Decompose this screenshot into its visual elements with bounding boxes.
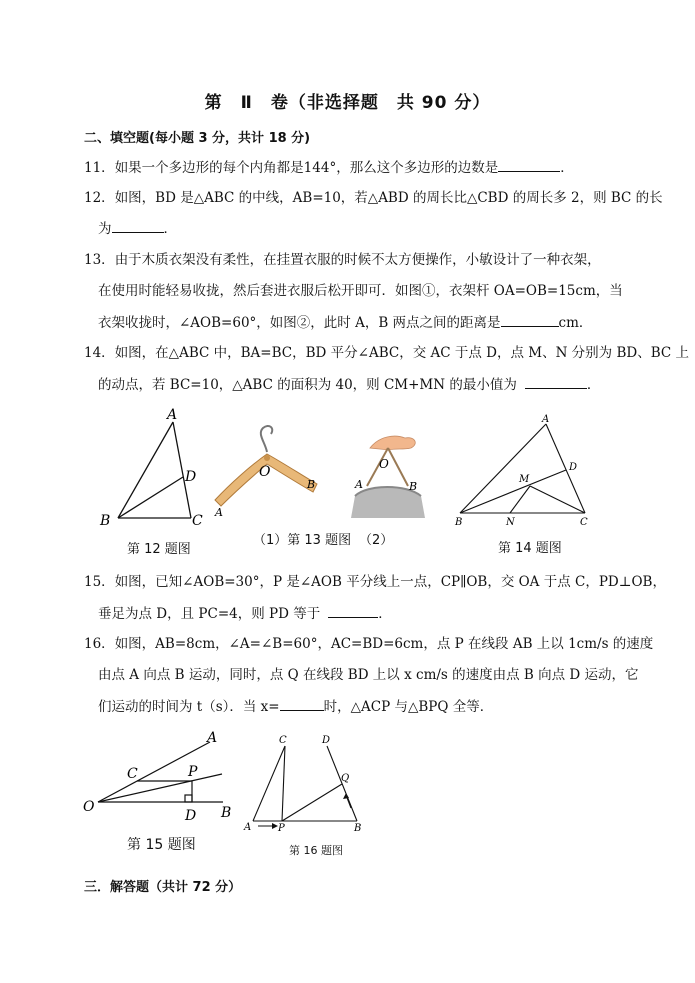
question-text-end: cm． — [558, 315, 593, 331]
question-number: 16． — [84, 636, 115, 652]
question-number: 11． — [84, 160, 115, 176]
question-11 — [84, 157, 574, 178]
question-13-line2: 在使用时能轻易收拢，然后套进衣服后松开即可．如图①，衣架杆 OA=OB=15cm，当 — [98, 283, 623, 299]
question-15-line2 — [98, 603, 392, 624]
fig15-label-P: P — [188, 764, 198, 780]
figure-16 — [240, 730, 370, 835]
fig16-label-P: P — [278, 823, 285, 834]
section-heading-answer: 三．解答题（共计 72 分） — [84, 880, 242, 895]
question-text: 如图，AB=8cm，∠A=∠B=60°，AC=BD=6cm，点 P 在线段 AB 上以 1cm/s 的速度 — [114, 636, 654, 652]
question-text: 衣架收拢时，∠AOB=60°，如图②，此时 A，B 两点之间的距离是 — [98, 315, 501, 331]
hanger-hook-icon — [261, 426, 272, 452]
fig14-label-C: C — [580, 517, 588, 528]
question-12 — [84, 188, 663, 208]
fig15-label-B: B — [221, 805, 232, 821]
answer-blank[interactable] — [328, 603, 378, 618]
question-text-end: ． — [378, 606, 392, 622]
fig14-label-N: N — [506, 517, 515, 528]
fig15-label-D: D — [185, 808, 197, 824]
question-number: 13． — [84, 252, 115, 268]
question-14 — [84, 343, 689, 363]
fig16-label-A: A — [244, 822, 252, 833]
question-text-end: 时，△ACP 与△BPQ 全等． — [323, 699, 494, 715]
question-number: 14． — [84, 345, 115, 361]
caption-fig13-2: （2） — [359, 533, 394, 548]
fig14-label-A: A — [542, 414, 550, 425]
figure-15 — [80, 728, 240, 824]
fig13b-label-B: B — [409, 480, 418, 493]
question-text: 们运动的时间为 t（s）．当 x= — [98, 699, 280, 715]
caption-fig14: 第 14 题图 — [498, 541, 562, 556]
question-text-end: ． — [163, 221, 177, 237]
fig12-label-C: C — [192, 513, 203, 529]
fig12-label-D: D — [185, 469, 197, 485]
caption-fig15: 第 15 题图 — [127, 837, 196, 853]
fig13b-label-O: O — [379, 457, 389, 471]
answer-blank[interactable] — [501, 312, 559, 327]
caption-fig16: 第 16 题图 — [289, 844, 343, 857]
question-14-line2 — [98, 374, 600, 395]
figure-12 — [90, 404, 220, 529]
question-text: 如图，在△ABC 中，BA=BC，BD 平分∠ABC，交 AC 于点 D，点 M、N 分别为 BD、BC 上 — [114, 345, 690, 361]
section-title: 第 Ⅱ 卷（非选择题 共 90 分） — [204, 93, 491, 113]
fig16-label-C: C — [279, 735, 287, 746]
caption-fig13-1: （1）第 13 题图 — [253, 533, 352, 548]
hanger-body-icon — [215, 454, 317, 506]
section-heading-fill-blank: 二、填空题(每小题 3 分，共计 18 分) — [84, 131, 311, 146]
fig13a-label-B: B — [307, 478, 316, 491]
answer-blank[interactable] — [498, 157, 560, 172]
question-16-line2: 由点 A 向点 B 运动，同时，点 Q 在线段 BD 上以 x cm/s 的速度由点 B 向点 D 运动，它 — [98, 667, 639, 683]
fig16-label-D: D — [322, 735, 331, 746]
fig14-label-B: B — [455, 517, 463, 528]
fig13a-label-A: A — [215, 506, 223, 519]
question-text: 垂足为点 D，且 PC=4，则 PD 等于 — [98, 606, 321, 622]
question-12-cont — [98, 218, 177, 239]
question-16 — [84, 634, 653, 654]
question-16-line3 — [98, 696, 493, 717]
answer-blank[interactable] — [525, 374, 587, 389]
fig12-label-B: B — [100, 513, 111, 529]
hand-icon — [370, 436, 415, 450]
question-text: 如图，BD 是△ABC 的中线，AB=10，若△ABD 的周长比△CBD 的周长多 2，则 BC 的长 — [114, 190, 663, 206]
question-text: 如果一个多边形的每个内角都是144°，那么这个多边形的边数是 — [114, 160, 499, 176]
question-text: 如图，已知∠AOB=30°，P 是∠AOB 平分线上一点，CP∥OB，交 OA 于点 C，PD⊥OB， — [114, 574, 666, 590]
fig12-label-A: A — [167, 407, 178, 423]
fig16-label-B: B — [354, 823, 362, 834]
fig14-label-M: M — [519, 474, 530, 485]
fig15-label-C: C — [127, 766, 138, 782]
question-text-end: ． — [560, 160, 574, 176]
answer-blank[interactable] — [280, 696, 324, 711]
answer-blank[interactable] — [112, 218, 164, 233]
question-number: 15． — [84, 574, 115, 590]
fig14-label-D: D — [569, 462, 578, 473]
question-text: 的动点，若 BC=10，△ABC 的面积为 40，则 CM+MN 的最小值为 — [98, 377, 517, 393]
question-13 — [84, 250, 601, 270]
fig15-label-O: O — [83, 799, 95, 815]
figure-14 — [450, 410, 605, 530]
fig15-label-A: A — [207, 730, 218, 746]
fig13b-label-A: A — [355, 478, 363, 491]
figure-13-hanger-1 — [205, 422, 330, 522]
question-text: 为 — [98, 221, 112, 237]
question-15 — [84, 572, 666, 592]
question-text: 由于木质衣架没有柔性，在挂置衣服的时候不太方便操作，小敏设计了一种衣架， — [114, 252, 601, 268]
figure-13-hanger-2 — [345, 430, 435, 525]
question-13-line3 — [98, 312, 592, 333]
question-number: 12． — [84, 190, 115, 206]
question-text-end: ． — [586, 377, 601, 393]
caption-fig12: 第 12 题图 — [127, 542, 191, 557]
fig13a-label-O: O — [259, 464, 271, 480]
fig16-label-Q: Q — [341, 773, 350, 784]
